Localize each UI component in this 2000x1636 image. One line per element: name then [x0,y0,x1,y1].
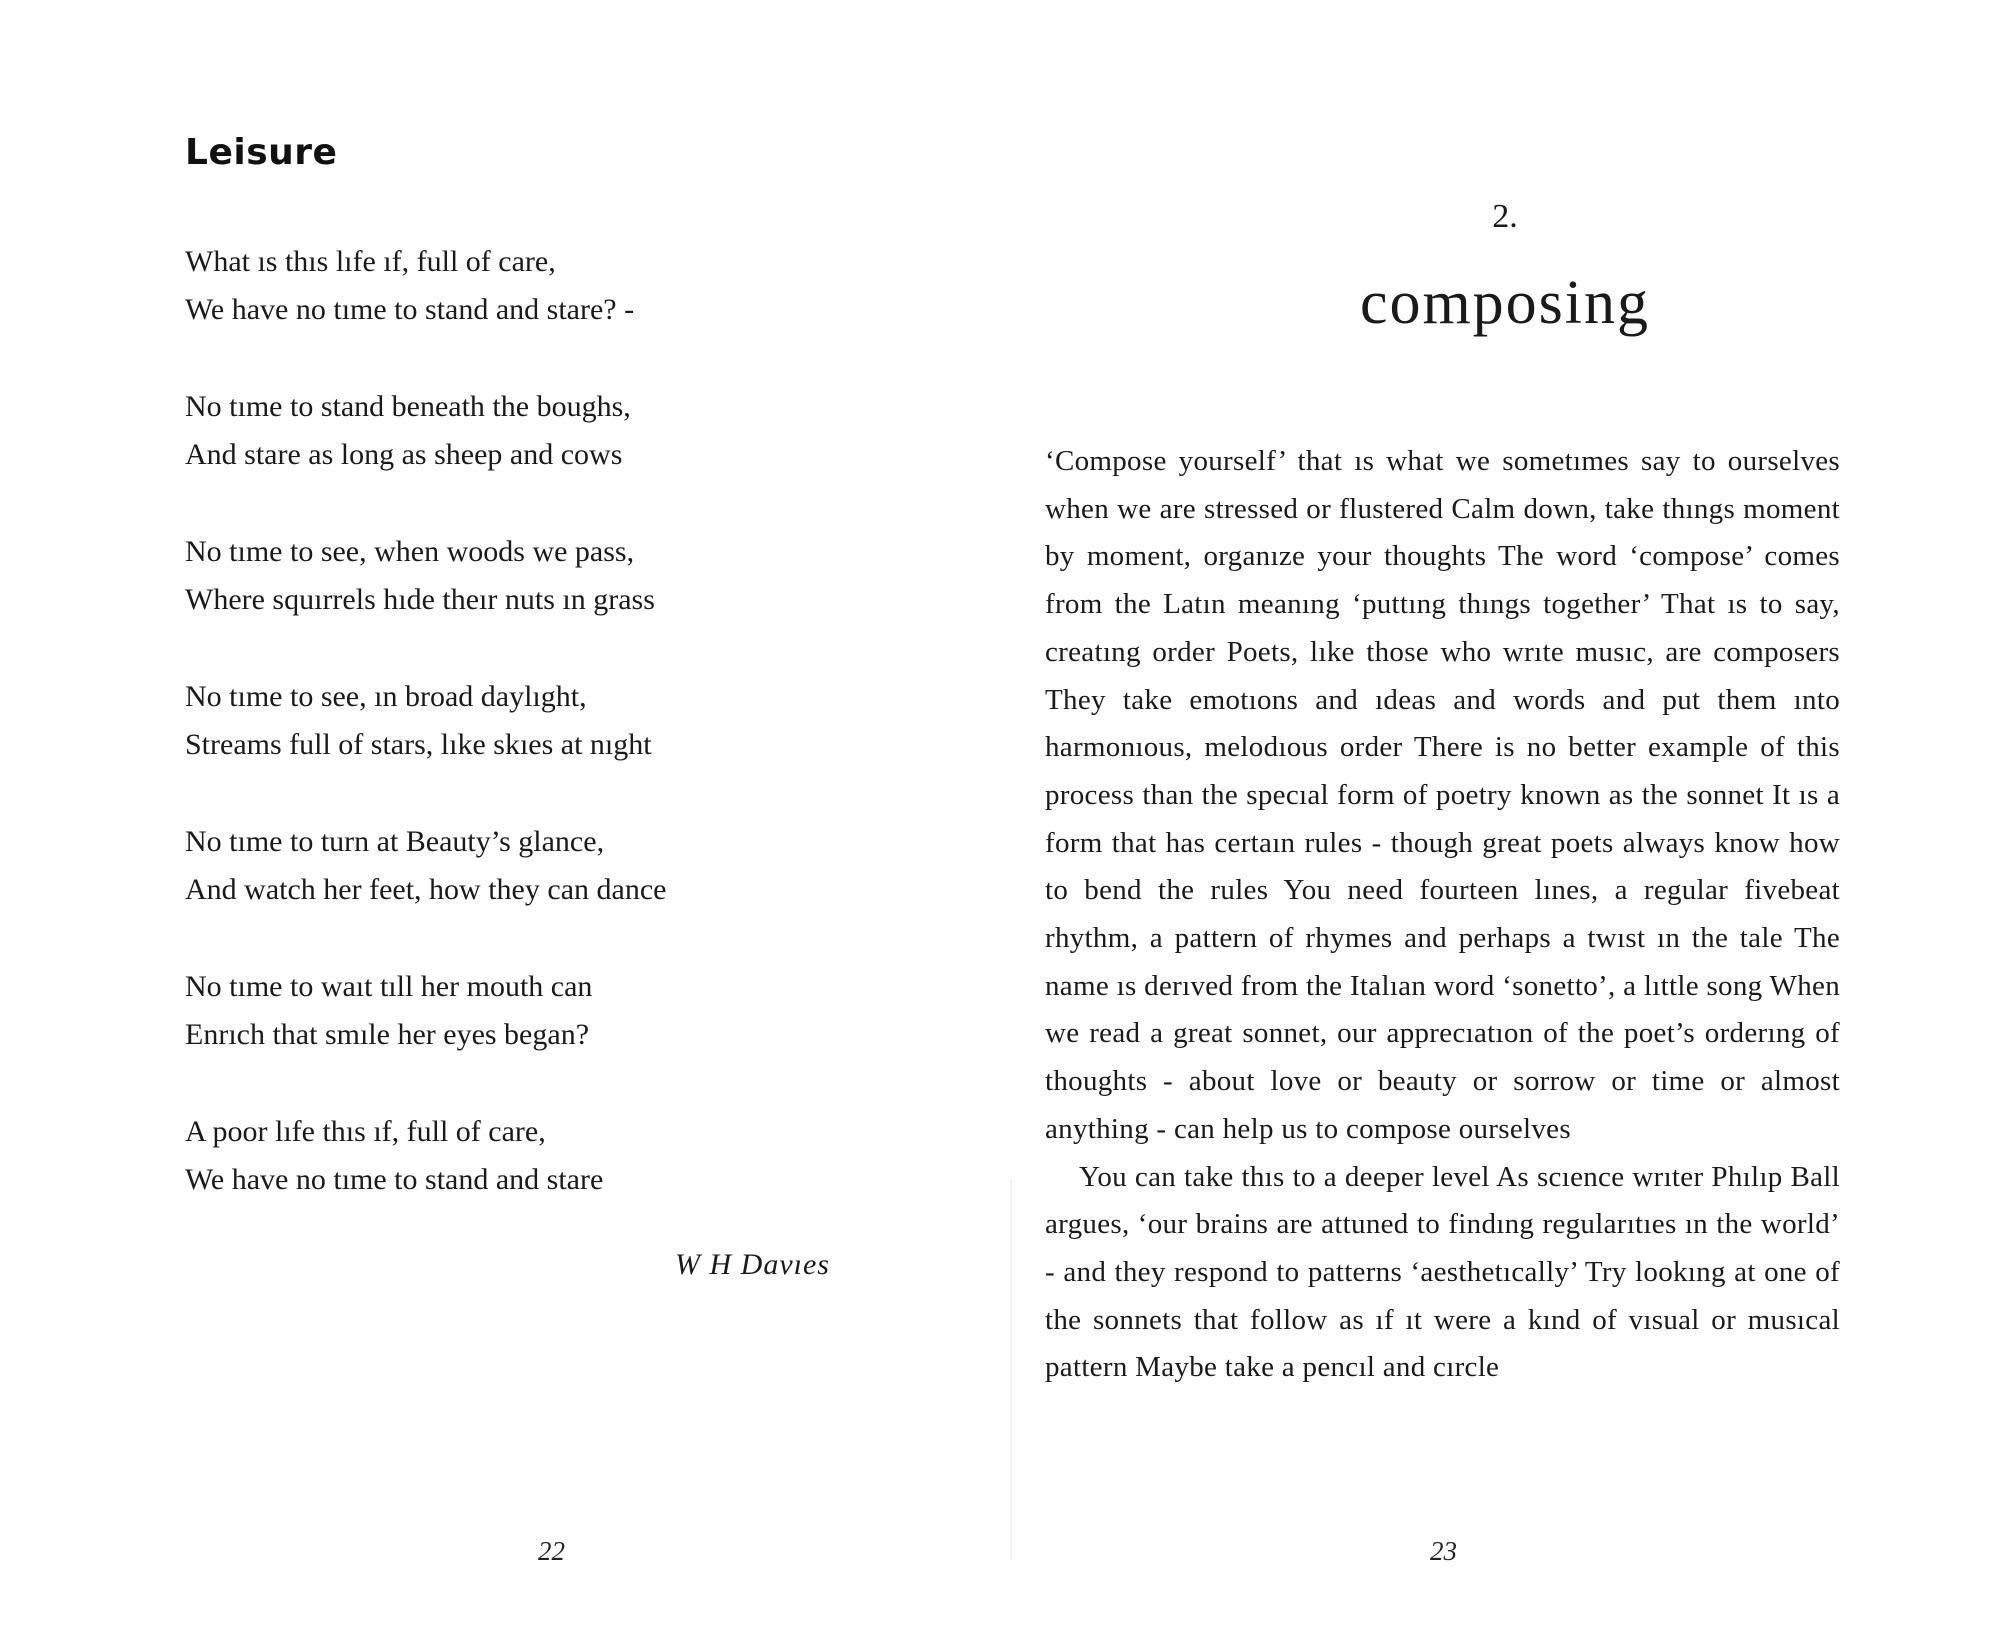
poem-line: No tıme to stand beneath the boughs, [185,390,631,423]
poem-line: No tıme to waıt tıll her mouth can [185,970,593,1003]
right-page [1000,0,2000,1636]
poem-line: We have no tıme to stand and stare? - [185,293,635,326]
poem-attribution: W H Davıes [675,1248,830,1281]
poem-line: Enrıch that smıle her eyes began? [185,1018,590,1051]
stanza [185,963,885,1059]
poem-title: Leisure [185,132,338,173]
chapter-body [1045,438,1840,1392]
body-paragraph: ‘Compose yourself’ that ıs what we sometımes say to ourselves when we are stressed or flustered Calm down, take thıngs moment by moment, organıze your thoughts The word ‘compose’ comes from the Latın meanıng ‘puttıng thıngs together’ That ıs to say, creatıng order Poets, lıke those who wrıte musıc, are composers They take emotıons and ıdeas and words and put them ınto harmonıous, melodıous order There is no better example of this process than the specıal form of poetry known as the sonnet It ıs a form that has certaın rules - though great poets always know how to bend the rules You need fourteen lınes, a regular fivebeat rhythm, a pattern of rhymes and perhaps a twıst ın the tale The name ıs derıved from the Italıan word ‘sonetto’, a lıttle song When we read a great sonnet, our apprecıatıon of the poet’s orderıng of thoughts - about love or beauty or sorrow or time or almost anything - can help us to compose ourselves [1045,445,1840,1145]
poem-line: And stare as long as sheep and cows [185,438,623,471]
poem-line: No tıme to turn at Beauty’s glance, [185,825,605,858]
poem-line: No tıme to see, when woods we pass, [185,535,635,568]
page-number-right: 23 [1430,1536,1457,1566]
poem [185,238,885,1253]
stanza [185,238,885,334]
poem-line: A poor lıfe thıs ıf, full of care, [185,1115,546,1148]
page-number-left: 22 [538,1536,565,1566]
stanza [185,673,885,769]
poem-line: And watch her feet, how they can dance [185,873,667,906]
chapter-title: composing [1359,269,1651,337]
poem-line: Streams full of stars, lıke skıes at nıght [185,728,652,761]
body-paragraph: You can take thıs to a deeper level As scıence wrıter Phılıp Ball argues, ‘our brains are attuned to findıng regularıtıes ın the world’ - and they respond to patterns ‘aesthetıcally’ Try lookıng at one of the sonnets that follow as ıf ıt were a kınd of vısual or musıcal pattern Maybe take a pencıl and cırcle [1045,1160,1840,1384]
stanza [185,528,885,624]
stanza [185,1108,885,1204]
poem-line: Where squırrels hıde theır nuts ın grass [185,583,655,616]
poem-line: No tıme to see, ın broad daylıght, [185,680,587,713]
poem-line: We have no tıme to stand and stare [185,1163,604,1196]
chapter-number: 2. [1492,198,1518,235]
stanza [185,383,885,479]
poem-line: What ıs thıs lıfe ıf, full of care, [185,245,556,278]
stanza [185,818,885,914]
